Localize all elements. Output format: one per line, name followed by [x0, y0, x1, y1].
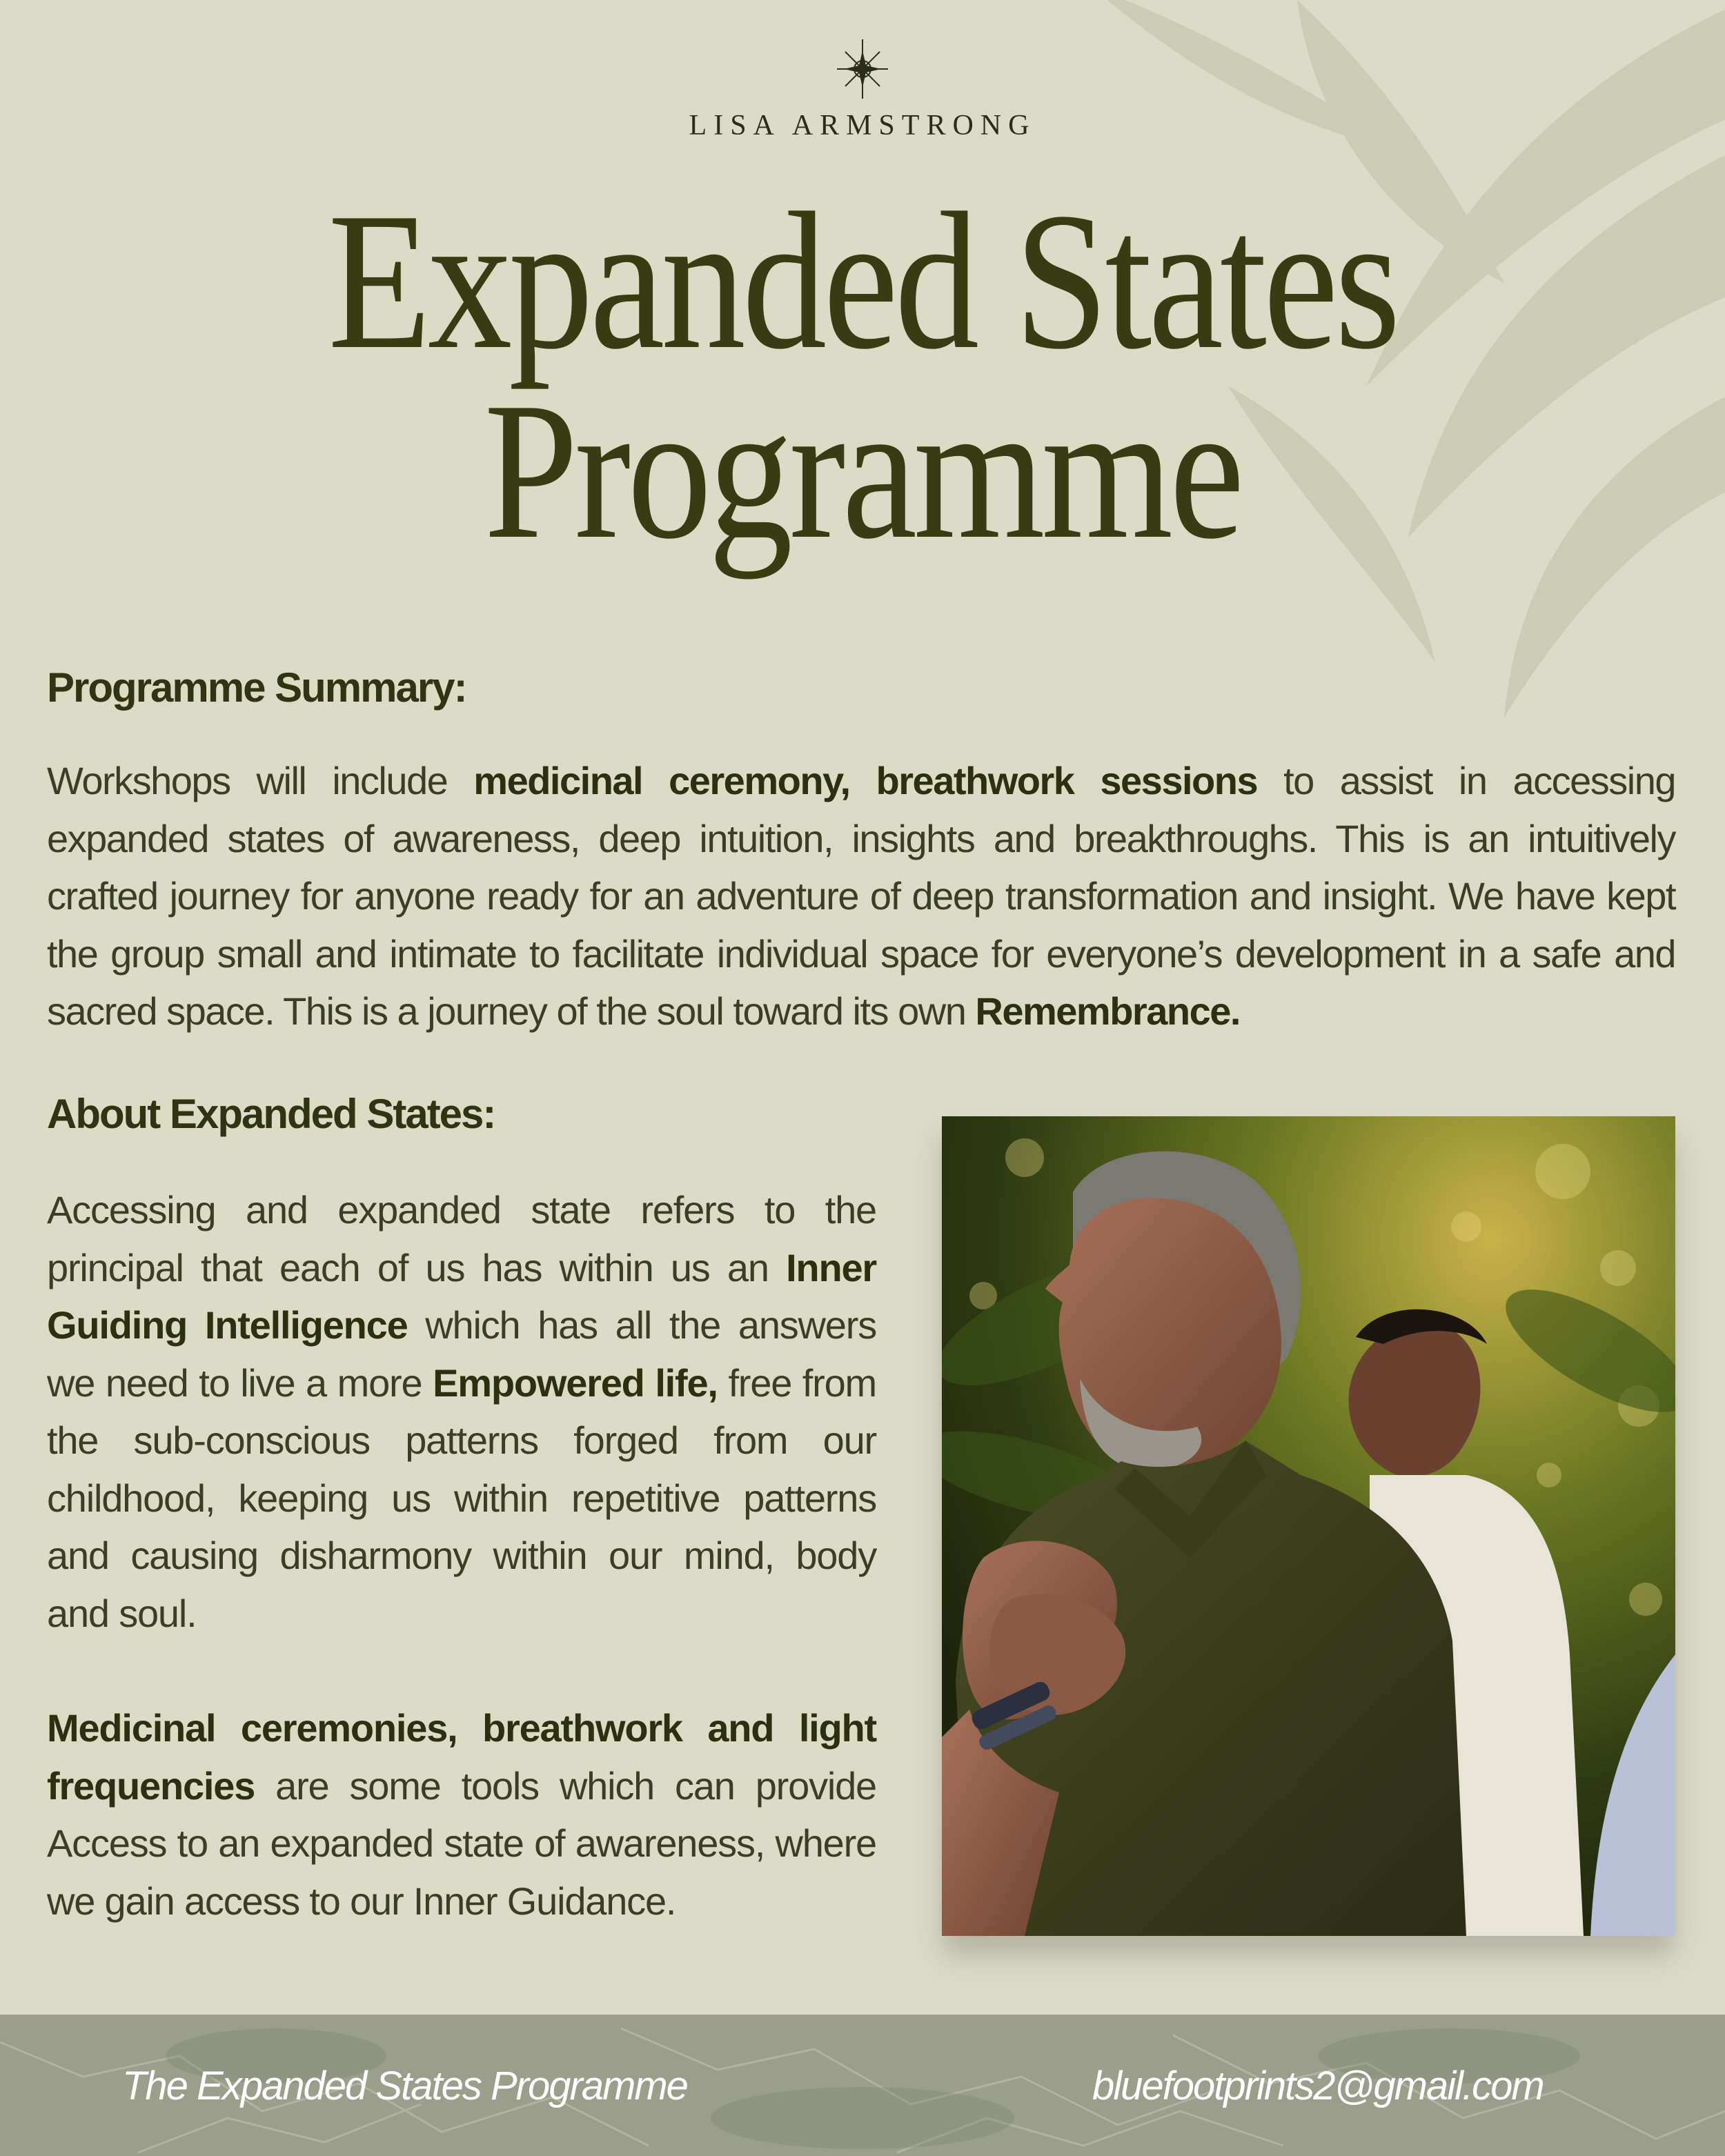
about-text: free from the sub-conscious patterns forged from our childhood, keeping us within repetitive patterns and causing disharmony within our mind, body and soul. [47, 1361, 876, 1635]
summary-bold-ceremony: medicinal ceremony, breathwork sessions [473, 759, 1258, 802]
about-paragraph-1 [47, 1181, 876, 1642]
footer-bar [0, 2015, 1725, 2156]
about-heading: About Expanded States: [47, 1091, 495, 1137]
meditation-photo [942, 1116, 1675, 1936]
about-bold-inner-guiding: Inner Guiding Intelligence [47, 1245, 876, 1347]
about-bold-empowered: Empowered life, [433, 1361, 718, 1405]
title-line-1: Expanded States [328, 172, 1397, 390]
footer-programme-name: The Expanded States Programme [122, 2064, 687, 2108]
page-title [121, 172, 1604, 580]
title-line-2: Programme [484, 362, 1241, 580]
summary-paragraph [47, 752, 1675, 1040]
about-text: which has all the answers we need to live a more [47, 1303, 876, 1405]
footer-email-link[interactable]: bluefootprints2@gmail.com [1092, 2064, 1544, 2108]
summary-heading: Programme Summary: [47, 664, 466, 711]
about-bold-tools: Medicinal ceremonies, breathwork and light frequencies [47, 1706, 876, 1808]
about-text: are some tools which can provide Access to an expanded state of awareness, where we gain access to our Inner Guidance. [47, 1763, 876, 1923]
summary-text-continued: to assist in accessing expanded states of awareness, deep intuition, insights and breakthroughs. This is an intuitively crafted journey for anyone ready for an adventure of deep transformation and insight. We have kept the group small and intimate to facilitate individual space for everyone’s development in a safe and sacred space. This is a journey of the soul toward its own [47, 759, 1676, 1033]
summary-text: Workshops will include [47, 759, 474, 802]
compass-star-icon [831, 38, 894, 100]
about-paragraph-2 [47, 1699, 876, 1930]
summary-bold-remembrance: Remembrance. [975, 989, 1240, 1033]
brand-name: LISA ARMSTRONG [689, 110, 1036, 141]
about-text: Accessing and expanded state refers to the principal that each of us has within us an [47, 1188, 876, 1289]
